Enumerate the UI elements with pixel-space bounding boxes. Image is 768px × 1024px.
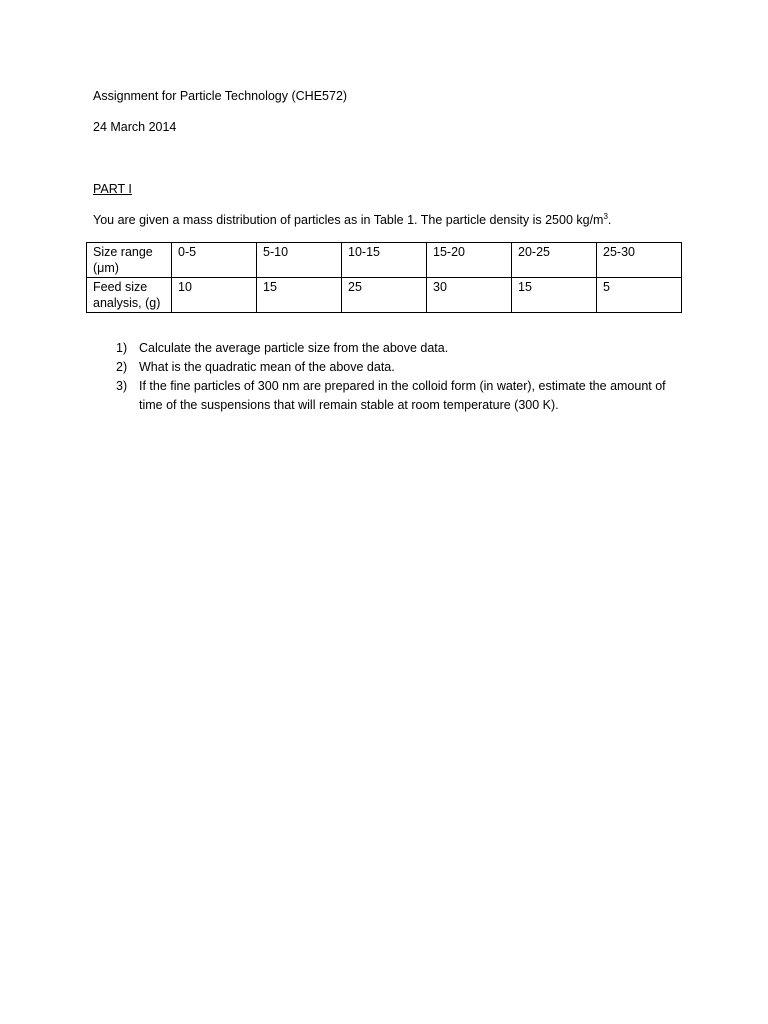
table-cell: 20-25 xyxy=(512,243,597,278)
intro-superscript: 3 xyxy=(603,211,608,221)
table-row-size-range xyxy=(87,243,682,278)
table-cell: 5 xyxy=(597,278,682,313)
table-header-cell: Size range (μm) xyxy=(87,243,172,278)
table-cell: 25-30 xyxy=(597,243,682,278)
part-heading: PART I xyxy=(93,182,132,196)
mass-distribution-table xyxy=(86,242,682,313)
question-item xyxy=(116,339,676,358)
question-list xyxy=(116,339,676,415)
table-cell: 15-20 xyxy=(427,243,512,278)
intro-text: You are given a mass distribution of particles as in Table 1. The particle density is 2500 kg/m xyxy=(93,213,604,227)
table-header-cell: Feed size analysis, (g) xyxy=(87,278,172,313)
intro-end: . xyxy=(607,213,612,227)
question-text: What is the quadratic mean of the above data. xyxy=(139,360,395,374)
question-number: 3) xyxy=(116,379,128,393)
question-text: If the fine particles of 300 nm are prepared in the colloid form (in water), estimate the amount of time of the suspensions that will remain stable at room temperature (300 K). xyxy=(139,379,666,412)
assignment-date: 24 March 2014 xyxy=(93,120,177,134)
table-cell: 5-10 xyxy=(257,243,342,278)
question-number: 2) xyxy=(116,360,128,374)
question-item xyxy=(116,358,676,377)
question-item xyxy=(116,377,676,415)
table-cell: 25 xyxy=(342,278,427,313)
question-text: Calculate the average particle size from the above data. xyxy=(139,341,449,355)
table-cell: 10-15 xyxy=(342,243,427,278)
table-row-feed-size xyxy=(87,278,682,313)
table-cell: 30 xyxy=(427,278,512,313)
intro-paragraph xyxy=(93,212,611,228)
table-cell: 0-5 xyxy=(172,243,257,278)
question-number: 1) xyxy=(116,341,128,355)
table-cell: 10 xyxy=(172,278,257,313)
table-cell: 15 xyxy=(257,278,342,313)
assignment-title: Assignment for Particle Technology (CHE572) xyxy=(93,89,348,103)
table-cell: 15 xyxy=(512,278,597,313)
